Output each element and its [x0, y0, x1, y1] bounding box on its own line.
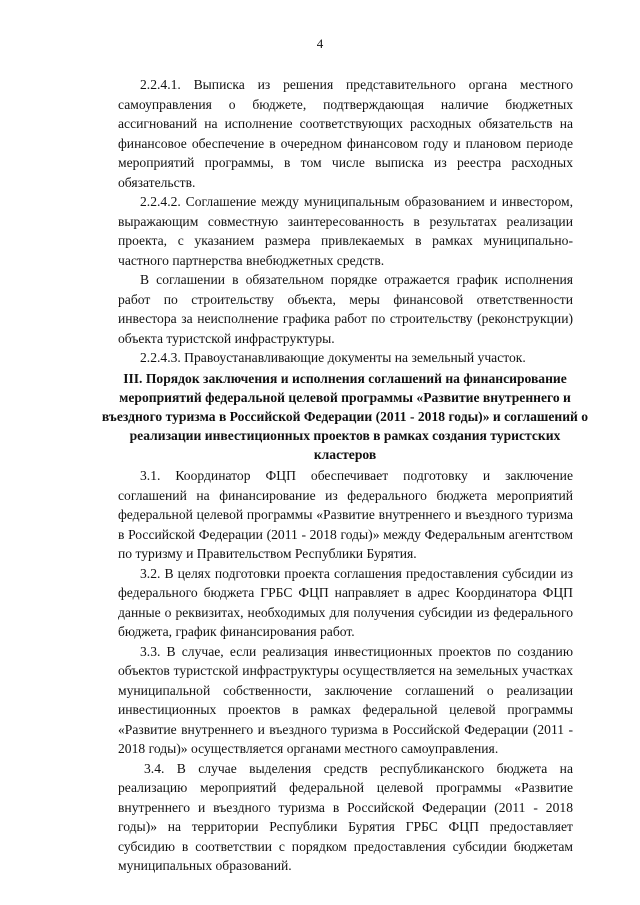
subsection-2-2-4-text	[118, 75, 573, 368]
paragraph-2-2-4-2: 2.2.4.2. Соглашение между муниципальным образованием и инвестором, выражающим совместную заинтересованность в результатах реализации проекта, с указанием размера привлекаемых в рамках муниципально-частного партнерства внебюджетных средств.	[118, 194, 573, 268]
paragraph-3-2: 3.2. В целях подготовки проекта соглашения предоставления субсидии из федерального бюджета ГРБС ФЦП направляет в адрес Координатора ФЦП данные о реквизитах, необходимых для получения субсидии из федерального бюджета, график финансирования работ.	[118, 565, 573, 639]
paragraph-agreement-schedule: В соглашении в обязательном порядке отражается график исполнения работ по строительству объекта, меры финансовой ответственности инвестора за неисполнение графика работ по строительству (реконструкции) объекта туристской инфраструктуры.	[118, 272, 573, 346]
section-3-text	[118, 466, 573, 876]
section-3-heading: III. Порядок заключения и исполнения соглашений на финансирование мероприятий федеральной целевой программы «Развитие внутреннего и въездного туризма в Российской Федерации (2011 - 2018 годы)» и соглашений о реализации инвестиционных проектов в рамках создания туристских кластеров	[101, 371, 589, 462]
paragraph-3-1: 3.1. Координатор ФЦП обеспечивает подготовку и заключение соглашений на финансирование из федерального бюджета мероприятий федеральной целевой программы «Развитие внутреннего и въездного туризма в Российской Федерации (2011 - 2018 годы)» между Федеральным агентством по туризму и Правительством Республики Бурятия.	[118, 468, 573, 561]
paragraph-2-2-4-3: 2.2.4.3. Правоустанавливающие документы на земельный участок.	[140, 350, 526, 365]
paragraph-3-3: 3.3. В случае, если реализация инвестиционных проектов по созданию объектов туристской инфраструктуры осуществляется на земельных участках муниципальной собственности, заключение соглашений о реализации инвестиционных проектов в рамках федеральной целевой программы «Развитие внутреннего и въездного туризма в Российской Федерации (2011 - 2018 годы)» осуществляется органами местного самоуправления.	[118, 643, 573, 756]
paragraph-2-2-4-1: 2.2.4.1. Выписка из решения представительного органа местного самоуправления о бюджете, подтверждающая наличие бюджетных ассигнований на исполнение соответствующих расходных обязательств на финансовое обеспечение в очередном финансовом году и плановом периоде мероприятий программы, в том числе выписка из реестра расходных обязательств.	[118, 77, 573, 190]
page-number: 4	[316, 36, 324, 51]
paragraph-3-4: 3.4. В случае выделения средств республиканского бюджета на реализацию мероприятий федеральной целевой программы «Развитие внутреннего и въездного туризма в Российской Федерации (2011 - 2018 годы)» на территории Республики Бурятия ГРБС ФЦП предоставляет субсидию в соответствии с порядком предоставления субсидии бюджетам муниципальных образований.	[118, 760, 573, 873]
